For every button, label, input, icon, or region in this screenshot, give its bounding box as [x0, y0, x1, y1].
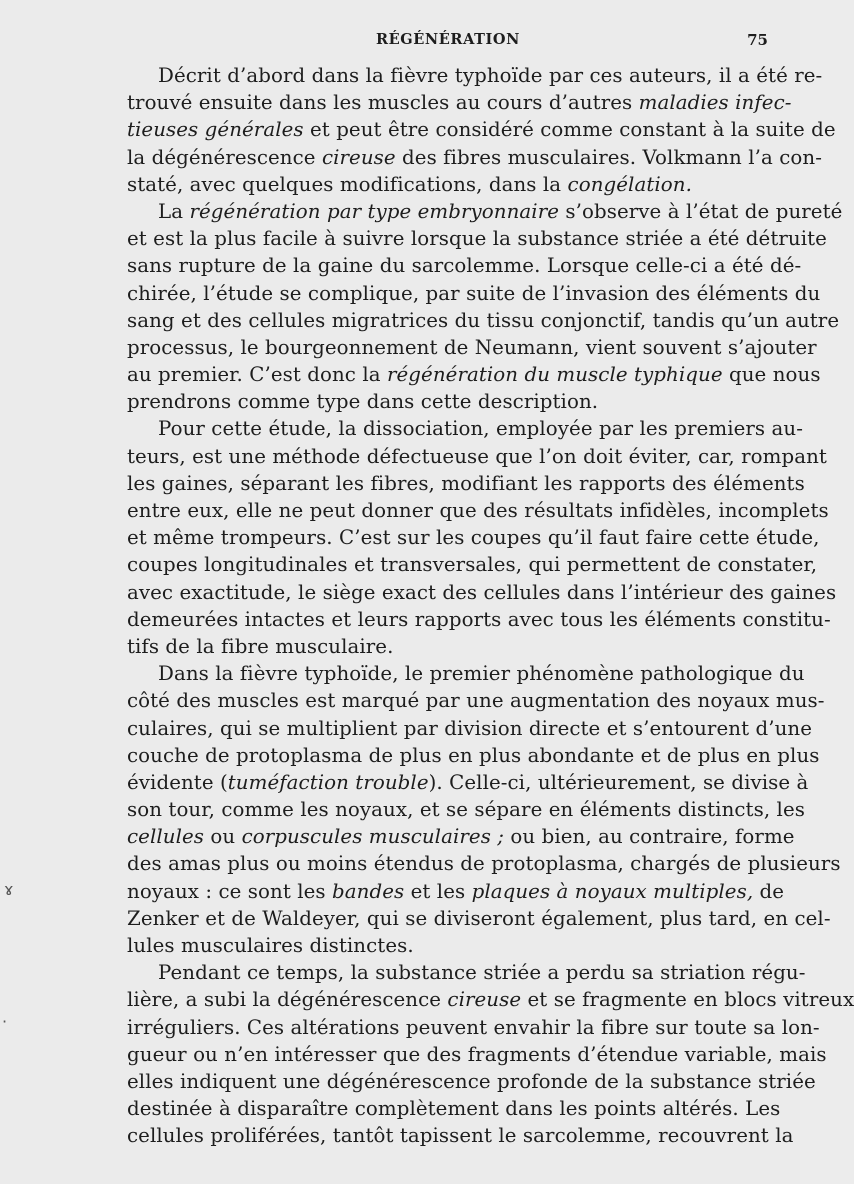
text-line — [127, 551, 818, 578]
text-segment: évidente ( — [127, 770, 228, 794]
text-line — [127, 361, 821, 388]
text-line — [127, 388, 770, 415]
text-segment: des fibres musculaires. Volkmann l’a con- — [395, 145, 822, 169]
text-segment: au premier. C’est donc la — [127, 363, 387, 387]
italic-text: cellules — [127, 825, 205, 849]
italic-text: maladies infec- — [638, 91, 792, 115]
running-head — [128, 31, 768, 53]
text-line — [127, 334, 817, 361]
text-line — [127, 606, 831, 633]
text-line — [127, 89, 792, 116]
text-line — [127, 796, 805, 823]
text-segment: et se fragmente en blocs vitreux — [521, 988, 854, 1012]
text-line — [127, 823, 795, 850]
text-segment: Décrit d’abord dans la fièvre typhoïde par ces auteurs, il a été re- — [158, 64, 823, 87]
text-segment: La — [158, 199, 190, 223]
italic-text: bandes — [332, 879, 405, 903]
text-line — [127, 280, 821, 307]
text-segment: la dégénérescence — [127, 145, 322, 169]
page-number: 75 — [747, 31, 768, 49]
text-line — [127, 579, 837, 606]
italic-text: cireuse — [321, 145, 396, 169]
text-segment: couche de protoplasma de plus en plus abondante et de plus en plus — [127, 743, 820, 767]
text-segment: avec exactitude, le siège exact des cellules dans l’intérieur des gaines — [127, 580, 837, 604]
italic-text: régénération par type embryonnaire — [189, 199, 560, 223]
text-segment: staté, avec quelques modifications, dans la — [127, 172, 568, 196]
text-segment: demeurées intactes et leurs rapports avec tous les éléments constitu- — [127, 607, 831, 631]
text-line — [127, 986, 854, 1013]
text-line — [127, 116, 836, 143]
text-segment: chirée, l’étude se complique, par suite de l’invasion des éléments du — [127, 281, 821, 305]
text-line — [127, 1095, 781, 1122]
text-segment: entre eux, elle ne peut donner que des résultats infidèles, incomplets — [127, 499, 829, 522]
text-segment: s’observe à l’état de pureté — [559, 199, 843, 223]
italic-text: tieuses générales — [127, 118, 304, 142]
text-line — [127, 470, 805, 497]
text-line — [127, 198, 843, 225]
text-segment: et est la plus facile à suivre lorsque la substance striée a été détruite — [127, 227, 827, 251]
text-segment: et les — [404, 879, 472, 903]
text-line — [127, 497, 829, 524]
text-line — [127, 687, 825, 714]
text-segment: Pour cette étude, la dissociation, employée par les premiers au- — [158, 417, 803, 441]
margin-mark: · — [2, 1012, 8, 1031]
italic-text: corpuscules musculaires ; — [241, 825, 505, 849]
paragraph — [127, 198, 843, 416]
text-line — [127, 1041, 827, 1068]
text-segment: gueur ou n’en intéresser que des fragments d’étendue variable, mais — [127, 1042, 827, 1066]
text-line — [127, 144, 822, 171]
text-line — [127, 715, 812, 742]
text-segment: Dans la fièvre typhoïde, le premier phénomène pathologique du — [158, 662, 805, 686]
text-segment: coupes longitudinales et transversales, qui permettent de constater, — [127, 553, 818, 577]
text-segment: lules musculaires distinctes. — [127, 934, 414, 957]
text-line — [127, 171, 770, 198]
text-segment: et même trompeurs. C’est sur les coupes qu’il faut faire cette étude, — [127, 526, 820, 550]
text-segment: destinée à disparaître complètement dans les points altérés. Les — [127, 1097, 781, 1121]
text-segment: ou bien, au contraire, forme — [504, 825, 795, 849]
text-line — [127, 850, 841, 877]
text-line — [127, 524, 820, 551]
text-segment: noyaux : ce sont les — [127, 879, 333, 903]
margin-mark: ɤ — [4, 880, 14, 899]
text-line — [127, 959, 806, 986]
text-segment: processus, le bourgeonnement de Neumann, vient souvent s’ajouter — [127, 335, 817, 359]
text-segment: culaires, qui se multiplient par division directe et s’entourent d’une — [127, 716, 812, 740]
running-title: RÉGÉNÉRATION — [375, 31, 520, 48]
text-line — [127, 1014, 820, 1041]
text-segment: son tour, comme les noyaux, et se sépare en éléments distincts, les — [127, 798, 805, 822]
text-line — [127, 307, 840, 334]
text-line — [127, 769, 809, 796]
text-segment: ). Celle-ci, ultérieurement, se divise à — [428, 770, 809, 794]
text-line — [127, 905, 831, 932]
italic-text: congélation. — [567, 172, 692, 196]
text-segment: sans rupture de la gaine du sarcolemme. Lorsque celle-ci a été dé- — [127, 254, 802, 278]
paragraph — [127, 415, 837, 660]
italic-text: plaques à noyaux multiples, — [471, 879, 754, 903]
text-segment: et peut être considéré comme constant à la suite de — [303, 118, 836, 142]
text-line — [127, 225, 827, 252]
body-text — [127, 62, 854, 1150]
text-line — [127, 443, 827, 470]
text-segment: prendrons comme type dans cette description. — [127, 390, 599, 414]
text-segment: de — [753, 879, 785, 903]
paragraph — [127, 660, 841, 959]
text-line — [127, 62, 823, 89]
text-line — [127, 932, 770, 959]
text-segment: tifs de la fibre musculaire. — [127, 634, 394, 658]
text-line — [127, 415, 803, 442]
text-segment: les gaines, séparant les fibres, modifiant les rapports des éléments — [127, 471, 805, 495]
italic-text: cireuse — [447, 988, 522, 1012]
text-line — [127, 878, 785, 905]
text-line — [127, 1068, 816, 1095]
italic-text: régénération du muscle typhique — [386, 363, 723, 387]
text-segment: teurs, est une méthode défectueuse que l’on doit éviter, car, rompant — [127, 444, 827, 468]
text-line — [127, 742, 820, 769]
text-segment: des amas plus ou moins étendus de protoplasma, chargés de plusieurs — [127, 852, 841, 876]
text-segment: irréguliers. Ces altérations peuvent envahir la fibre sur toute sa lon- — [127, 1015, 820, 1039]
text-segment: elles indiquent une dégénérescence profonde de la substance striée — [127, 1069, 816, 1093]
paragraph — [127, 959, 854, 1149]
text-line — [127, 633, 770, 660]
paragraph — [127, 62, 836, 198]
italic-text: tuméfaction trouble — [227, 770, 429, 794]
text-segment: sang et des cellules migratrices du tissu conjonctif, tandis qu’un autre — [127, 308, 840, 332]
text-segment: Pendant ce temps, la substance striée a perdu sa striation régu- — [158, 961, 806, 985]
text-segment: Zenker et de Waldeyer, qui se diviseront également, plus tard, en cel- — [127, 906, 831, 930]
text-segment: que nous — [722, 363, 821, 387]
text-segment: ou — [204, 825, 242, 849]
text-line — [127, 660, 805, 687]
text-segment: trouvé ensuite dans les muscles au cours d’autres — [127, 91, 639, 115]
text-line — [127, 252, 802, 279]
text-segment: cellules proliférées, tantôt tapissent le sarcolemme, recouvrent la — [127, 1124, 794, 1148]
text-segment: lière, a subi la dégénérescence — [127, 988, 448, 1012]
text-segment: côté des muscles est marqué par une augmentation des noyaux mus- — [127, 689, 825, 713]
text-line — [127, 1122, 794, 1149]
